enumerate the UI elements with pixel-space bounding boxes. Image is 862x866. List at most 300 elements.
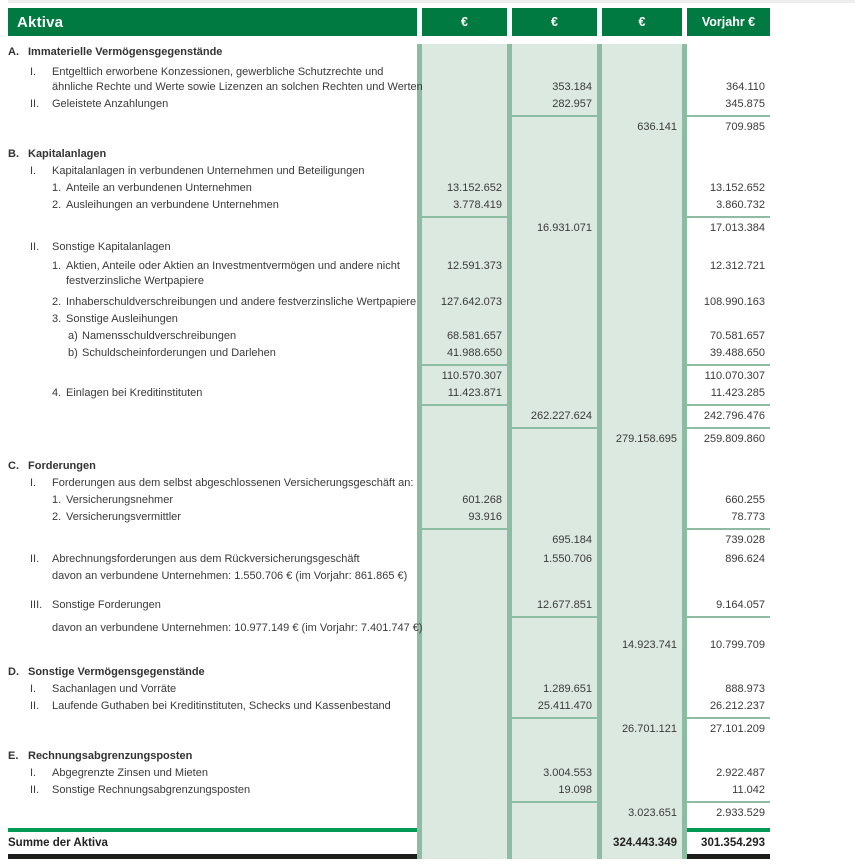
row-label-text: davon an verbundene Unternehmen: 1.550.706 € (im Vorjahr: 861.865 €): [52, 570, 408, 582]
table-body: [8, 44, 770, 859]
amount-cell-c2: [512, 311, 597, 328]
amount-cell-c1: [422, 44, 507, 61]
row-label: [8, 163, 417, 180]
amount-cell-c2: 3.004.553: [543, 767, 592, 779]
rule-cell-c2: [512, 404, 597, 406]
amount-cell-c4: 739.028: [725, 534, 765, 546]
table-row: [8, 637, 770, 654]
amount-cell-c3: [602, 620, 682, 637]
table-row: [8, 345, 770, 362]
row-label: [8, 492, 417, 509]
table-row: [8, 492, 770, 509]
row-prefix: b): [68, 347, 78, 359]
row-label: [8, 311, 417, 328]
table-row: [8, 721, 770, 738]
amount-cell-c3: 636.141: [637, 121, 677, 133]
row-label-text: Namensschuldverschreibungen: [82, 330, 237, 342]
row-label: [8, 44, 417, 61]
row-label-text: Kapitalanlagen in verbundenen Unternehmen und Beteiligungen: [52, 165, 365, 177]
amount-cell-c2: [512, 568, 597, 585]
amount-cell-c2: 1.289.651: [543, 683, 592, 695]
row-label: [8, 551, 417, 568]
col-header-vorjahr: Vorjahr €: [687, 8, 770, 36]
amount-cell-c1: 12.591.373: [446, 260, 502, 272]
table-row: [8, 620, 770, 637]
row-label-text: Sonstige Vermögensgegenstände: [28, 666, 205, 678]
amount-cell-c3: [602, 765, 682, 782]
amount-cell-c1: [422, 748, 507, 765]
amount-cell-c2: 282.957: [552, 98, 592, 110]
amount-cell-c1: 93.916: [468, 511, 502, 523]
table-row: [8, 119, 770, 136]
sum-label: Summe der Aktiva: [8, 836, 108, 849]
row-prefix: 2.: [52, 296, 62, 308]
rule-cell-c1: [422, 364, 507, 366]
amount-cell-c3: [602, 568, 682, 585]
row-label-text: Geleistete Anzahlungen: [52, 98, 169, 110]
amount-cell-c2: 695.184: [552, 534, 592, 546]
row-label-text: Forderungen: [28, 460, 96, 472]
row-label-text: davon an verbundene Unternehmen: 10.977.149 € (im Vorjahr: 7.401.747 €): [52, 622, 423, 634]
table-row: [8, 180, 770, 197]
row-label-text: Inhaberschuldverschreibungen und andere festverzinsliche Wertpapiere: [66, 296, 417, 308]
col-header-euro-1: €: [422, 8, 507, 36]
row-prefix: 3.: [52, 313, 62, 325]
amount-cell-c2: [512, 163, 597, 180]
amount-cell-c4: 26.212.237: [709, 700, 765, 712]
row-prefix: 1.: [52, 182, 62, 194]
rule-cell-label: [8, 404, 417, 406]
page-top-edge: [8, 0, 855, 3]
row-label: [8, 748, 417, 765]
rule-cell-c3: [602, 115, 682, 117]
amount-cell-c2: [512, 664, 597, 681]
row-label: [8, 620, 423, 637]
table-row: [8, 368, 770, 385]
row-prefix: I.: [30, 165, 37, 177]
amount-cell-c1: [422, 568, 507, 585]
amount-cell-c2: [512, 259, 597, 289]
amount-cell-c3: [602, 551, 682, 568]
table-row: [8, 782, 770, 799]
rule-cell-label: [8, 115, 417, 117]
rule-cell-label: [8, 528, 417, 530]
row-label-text: Versicherungsvermittler: [66, 511, 181, 523]
amount-cell-c1: [422, 146, 507, 163]
row-label: [8, 664, 417, 681]
rule-cell-label: [8, 717, 417, 719]
amount-cell-c1: [422, 681, 507, 698]
amount-cell-c1: [422, 239, 507, 256]
amount-cell-c1: 11.423.871: [447, 387, 502, 399]
amount-cell-c3: [602, 311, 682, 328]
row-prefix: I.: [30, 66, 37, 78]
row-label-text: Immaterielle Vermögensgegenstände: [28, 46, 223, 58]
amount-cell-c2: 25.411.470: [537, 700, 592, 712]
row-prefix: C.: [8, 460, 19, 472]
amount-cell-c3: [602, 180, 682, 197]
rule-cell-label: [8, 616, 417, 618]
amount-cell-c4: [687, 568, 770, 585]
row-label-text: Sonstige Ausleihungen: [66, 313, 178, 325]
rule-cell-c2: [512, 115, 597, 117]
rule-cell-c1: [422, 616, 507, 618]
rule-cell-c4: [687, 801, 770, 803]
rule-cell-c3: [602, 364, 682, 366]
amount-cell-c1: [422, 119, 507, 136]
amount-cell-c1: [422, 431, 507, 448]
amount-cell-c3: [602, 146, 682, 163]
table-row: [8, 431, 770, 448]
amount-cell-c2: [512, 294, 597, 311]
row-label: [8, 119, 417, 136]
table-row: [8, 197, 770, 214]
amount-cell-c4: 660.255: [725, 494, 765, 506]
row-label-line2: festverzinsliche Wertpapiere: [66, 275, 204, 287]
amount-cell-c3: [602, 532, 682, 549]
amount-cell-c2: [512, 146, 597, 163]
amount-cell-c4: 242.796.476: [703, 410, 765, 422]
row-label: [8, 180, 417, 197]
amount-cell-c2: 353.184: [552, 81, 592, 93]
row-prefix: II.: [30, 553, 40, 565]
amount-cell-c3: [602, 458, 682, 475]
table-row: [8, 328, 770, 345]
row-label-text: Sachanlagen und Vorräte: [52, 683, 177, 695]
sum-row: [8, 832, 770, 854]
table-header: [8, 8, 770, 36]
amount-cell-c4: [687, 146, 770, 163]
row-label: [8, 408, 417, 425]
amount-cell-c4: 9.164.057: [716, 599, 765, 611]
row-label: [8, 239, 417, 256]
rule-cell-label: [8, 364, 417, 366]
subtotal-rule-row: [8, 427, 770, 429]
amount-cell-c4: 364.110: [726, 81, 765, 93]
table-row: [8, 408, 770, 425]
row-prefix: II.: [30, 784, 40, 796]
amount-cell-c2: [512, 431, 597, 448]
table-row: [8, 311, 770, 328]
amount-cell-c3: [602, 782, 682, 799]
amount-cell-c1: 3.778.419: [453, 199, 502, 211]
amount-cell-c2: [512, 239, 597, 256]
amount-cell-c1: [422, 664, 507, 681]
table-row: [8, 681, 770, 698]
table-row: [8, 385, 770, 402]
amount-cell-c3: [602, 664, 682, 681]
amount-cell-c3: [602, 259, 682, 289]
amount-cell-c4: 108.990.163: [703, 296, 765, 308]
amount-cell-c3: 14.923.741: [621, 639, 677, 651]
amount-cell-c2: [512, 620, 597, 637]
rule-cell-c1: [422, 801, 507, 803]
amount-cell-c3: [602, 328, 682, 345]
row-label: [8, 431, 417, 448]
amount-cell-c2: 1.550.706: [543, 553, 592, 565]
subtotal-rule-row: [8, 717, 770, 719]
amount-cell-c4: [687, 748, 770, 765]
row-prefix: 2.: [52, 199, 62, 211]
rule-cell-c2: [512, 801, 597, 803]
sum-cell-c3: 324.443.349: [613, 836, 677, 849]
row-label: [8, 509, 417, 526]
rule-cell-c1: [422, 216, 507, 218]
amount-cell-c1: [422, 551, 507, 568]
row-label: [8, 805, 417, 822]
row-label-line2: ähnliche Rechte und Werte sowie Lizenzen an solchen Rechten und Werten: [52, 81, 423, 93]
row-label-text: Forderungen aus dem selbst abgeschlossenen Versicherungsgeschäft an:: [52, 477, 414, 489]
rule-cell-c4: [687, 427, 770, 429]
amount-cell-c1: 13.152.652: [446, 182, 502, 194]
rule-cell-c1: [422, 404, 507, 406]
subtotal-rule-row: [8, 216, 770, 218]
amount-cell-c3: [602, 220, 682, 237]
row-label-text: [66, 259, 400, 289]
row-label-text: Sonstige Forderungen: [52, 599, 161, 611]
aktiva-table: [8, 8, 770, 859]
table-row: [8, 239, 770, 256]
amount-cell-c4: 27.101.209: [709, 723, 765, 735]
amount-cell-c3: [602, 698, 682, 715]
row-label: [8, 197, 417, 214]
amount-cell-c2: [512, 509, 597, 526]
row-label: [8, 385, 417, 402]
rule-cell-c4: [687, 404, 770, 406]
rule-cell-c1: [422, 427, 507, 429]
amount-cell-c1: [422, 620, 507, 637]
amount-cell-c4: 888.973: [725, 683, 765, 695]
row-prefix: 1.: [52, 260, 62, 272]
amount-cell-c4: 12.312.721: [709, 260, 765, 272]
row-label: [8, 475, 417, 492]
amount-cell-c4: 78.773: [731, 511, 765, 523]
amount-cell-c1: 110.570.307: [441, 370, 502, 382]
rule-cell-c2: [512, 427, 597, 429]
row-label-text: Sonstige Rechnungsabgrenzungsposten: [52, 784, 251, 796]
amount-cell-c4: 110.070.307: [704, 370, 765, 382]
row-label-text: Einlagen bei Kreditinstituten: [66, 387, 203, 399]
row-label: [8, 698, 417, 715]
amount-cell-c3: [602, 368, 682, 385]
table-row: [8, 568, 770, 585]
amount-cell-c4: 709.985: [725, 121, 765, 133]
amount-cell-c4: 10.799.709: [709, 639, 765, 651]
rule-cell-label: [8, 801, 417, 803]
row-label: [8, 721, 417, 738]
rule-cell-c3: [602, 616, 682, 618]
row-prefix: 2.: [52, 511, 62, 523]
amount-cell-c1: [422, 96, 507, 113]
amount-cell-c3: [602, 385, 682, 402]
rule-cell-c3: [602, 427, 682, 429]
rule-cell-c2: [512, 528, 597, 530]
subtotal-rule-row: [8, 404, 770, 406]
row-prefix: a): [68, 330, 78, 342]
sum-cell-c4: 301.354.293: [701, 836, 765, 849]
amount-cell-c1: [422, 220, 507, 237]
amount-cell-c2: [512, 748, 597, 765]
amount-cell-c2: 262.227.624: [530, 410, 592, 422]
amount-cell-c2: [512, 119, 597, 136]
row-label: [8, 328, 417, 345]
rule-cell-c4: [687, 115, 770, 117]
row-label-line1: Entgeltlich erworbene Konzessionen, gewerbliche Schutzrechte und: [52, 66, 384, 78]
row-prefix: E.: [8, 750, 19, 762]
table-row: [8, 509, 770, 526]
amount-cell-c4: 11.042: [732, 784, 765, 796]
row-label: [8, 597, 417, 614]
row-prefix: I.: [30, 683, 37, 695]
table-row: [8, 44, 770, 61]
amount-cell-c2: [512, 180, 597, 197]
amount-cell-c4: [687, 311, 770, 328]
table-row: [8, 475, 770, 492]
row-prefix: II.: [30, 98, 40, 110]
rule-cell-c1: [422, 528, 507, 530]
col-header-euro-3: €: [602, 8, 682, 36]
table-row: [8, 220, 770, 237]
row-label: [8, 65, 423, 95]
amount-cell-c4: 39.488.650: [709, 347, 765, 359]
table-row: [8, 458, 770, 475]
table-row: [8, 294, 770, 311]
amount-cell-c3: [602, 681, 682, 698]
row-label-text: Anteile an verbundenen Unternehmen: [66, 182, 252, 194]
amount-cell-c3: [602, 408, 682, 425]
row-label: [8, 568, 417, 585]
row-prefix: II.: [30, 700, 40, 712]
amount-cell-c1: [422, 721, 507, 738]
row-label-text: [52, 65, 423, 95]
row-label: [8, 96, 417, 113]
rule-cell-c1: [422, 115, 507, 117]
amount-cell-c4: 345.875: [725, 98, 765, 110]
amount-cell-c1: [422, 637, 507, 654]
amount-cell-c1: [422, 532, 507, 549]
amount-cell-c4: [687, 664, 770, 681]
row-label: [8, 146, 417, 163]
row-prefix: A.: [8, 46, 19, 58]
rule-cell-c2: [512, 717, 597, 719]
amount-cell-c3: [602, 197, 682, 214]
row-label: [8, 294, 417, 311]
amount-cell-c1: [422, 698, 507, 715]
row-label: [8, 681, 417, 698]
row-label: [8, 458, 417, 475]
amount-cell-c3: [602, 748, 682, 765]
table-row: [8, 765, 770, 782]
row-prefix: B.: [8, 148, 19, 160]
subtotal-rule-row: [8, 115, 770, 117]
row-label-text: Abrechnungsforderungen aus dem Rückversicherungsgeschäft: [52, 553, 360, 565]
amount-cell-c3: [602, 44, 682, 61]
row-label-text: Abgegrenzte Zinsen und Mieten: [52, 767, 208, 779]
rule-cell-c4: [687, 616, 770, 618]
amount-cell-c4: 13.152.652: [709, 182, 765, 194]
amount-cell-c1: [422, 65, 507, 95]
amount-cell-c4: [687, 239, 770, 256]
amount-cell-c2: 16.931.071: [536, 222, 592, 234]
row-prefix: D.: [8, 666, 19, 678]
amount-cell-c2: [512, 475, 597, 492]
amount-cell-c1: 127.642.073: [440, 296, 502, 308]
table-row: [8, 532, 770, 549]
amount-cell-c1: [422, 408, 507, 425]
rule-cell-label: [8, 216, 417, 218]
rule-cell-c3: [602, 404, 682, 406]
amount-cell-c3: [602, 345, 682, 362]
amount-cell-c4: 70.581.657: [709, 330, 765, 342]
table-row: [8, 805, 770, 822]
table-row: [8, 698, 770, 715]
table-row: [8, 664, 770, 681]
table-row: [8, 258, 770, 290]
row-label: [8, 259, 417, 289]
amount-cell-c2: [512, 385, 597, 402]
rule-cell-c2: [512, 616, 597, 618]
amount-cell-c1: [422, 765, 507, 782]
row-label: [8, 532, 417, 549]
table-row: [8, 96, 770, 113]
table-row: [8, 146, 770, 163]
amount-cell-c2: [512, 328, 597, 345]
row-label-text: Laufende Guthaben bei Kreditinstituten, Schecks und Kassenbestand: [52, 700, 391, 712]
row-prefix: I.: [30, 477, 37, 489]
amount-cell-c1: 41.988.650: [446, 347, 502, 359]
rule-cell-c3: [602, 528, 682, 530]
rule-cell-c4: [687, 717, 770, 719]
row-label: [8, 782, 417, 799]
row-label-text: Sonstige Kapitalanlagen: [52, 241, 171, 253]
amount-cell-c2: [512, 345, 597, 362]
amount-cell-c1: [422, 597, 507, 614]
amount-cell-c1: [422, 475, 507, 492]
subtotal-rule-row: [8, 616, 770, 618]
amount-cell-c2: [512, 368, 597, 385]
rule-cell-c3: [602, 216, 682, 218]
amount-cell-c4: [687, 44, 770, 61]
row-label-text: Schuldscheinforderungen und Darlehen: [82, 347, 276, 359]
subtotal-rule-row: [8, 364, 770, 366]
amount-cell-c3: 3.023.651: [628, 807, 677, 819]
amount-cell-c3: [602, 96, 682, 113]
amount-cell-c1: [422, 805, 507, 822]
rule-cell-c2: [512, 216, 597, 218]
table-row: [8, 597, 770, 614]
amount-cell-c3: [602, 475, 682, 492]
row-label-text: Kapitalanlagen: [28, 148, 107, 160]
table-title: Aktiva: [8, 8, 417, 36]
table-row: [8, 551, 770, 568]
amount-cell-c1: [422, 458, 507, 475]
row-label: [8, 637, 417, 654]
amount-cell-c3: [602, 597, 682, 614]
rule-cell-c4: [687, 364, 770, 366]
rule-cell-c4: [687, 528, 770, 530]
amount-cell-c3: 26.701.121: [621, 723, 677, 735]
table-row: [8, 163, 770, 180]
amount-cell-c2: 19.098: [558, 784, 592, 796]
amount-cell-c4: [687, 475, 770, 492]
row-label-text: Ausleihungen an verbundene Unternehmen: [66, 199, 279, 211]
amount-cell-c1: [422, 782, 507, 799]
table-row: [8, 748, 770, 765]
row-prefix: I.: [30, 767, 37, 779]
amount-cell-c2: [512, 721, 597, 738]
amount-cell-c4: [687, 163, 770, 180]
amount-cell-c3: [602, 65, 682, 95]
